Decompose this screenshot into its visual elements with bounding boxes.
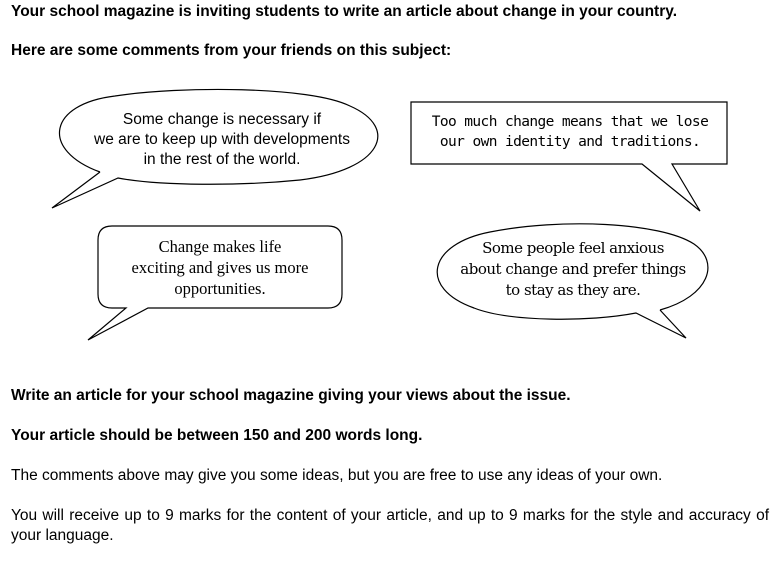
bubble-line: our own identity and traditions. (439, 134, 701, 150)
speech-bubble-1-text (64, 110, 380, 170)
marks-note: You will receive up to 9 marks for the content of your article, and up to 9 marks for the style and accuracy of your language. (11, 507, 769, 544)
task-instruction: Write an article for your school magazine giving your views about the issue. (11, 387, 571, 404)
bubble-line: Some people feel anxious (482, 239, 664, 257)
bubble-line: we are to keep up with developments (94, 131, 350, 148)
bubble-line: in the rest of the world. (143, 151, 301, 168)
bubble-line: about change and prefer things (460, 260, 686, 278)
ideas-note: The comments above may give you some ideas, but you are free to use any ideas of your own. (11, 467, 663, 484)
speech-bubble-3-text (100, 236, 340, 299)
comments-intro-text: Here are some comments from your friends on this subject: (11, 42, 452, 59)
speech-bubble-4-text (432, 238, 714, 301)
bubble-line: Change makes life (158, 237, 282, 256)
bubble-line: opportunities. (174, 279, 266, 298)
bubble-line: to stay as they are. (505, 281, 641, 299)
bubble-line: Some change is necessary if (122, 111, 322, 128)
speech-bubble-2-text (415, 112, 725, 152)
length-instruction: Your article should be between 150 and 200 words long. (11, 427, 423, 444)
intro-text: Your school magazine is inviting students to write an article about change in your country. (11, 3, 678, 20)
bubble-line: Too much change means that we lose (431, 114, 709, 130)
bubble-line: exciting and gives us more (131, 258, 309, 277)
